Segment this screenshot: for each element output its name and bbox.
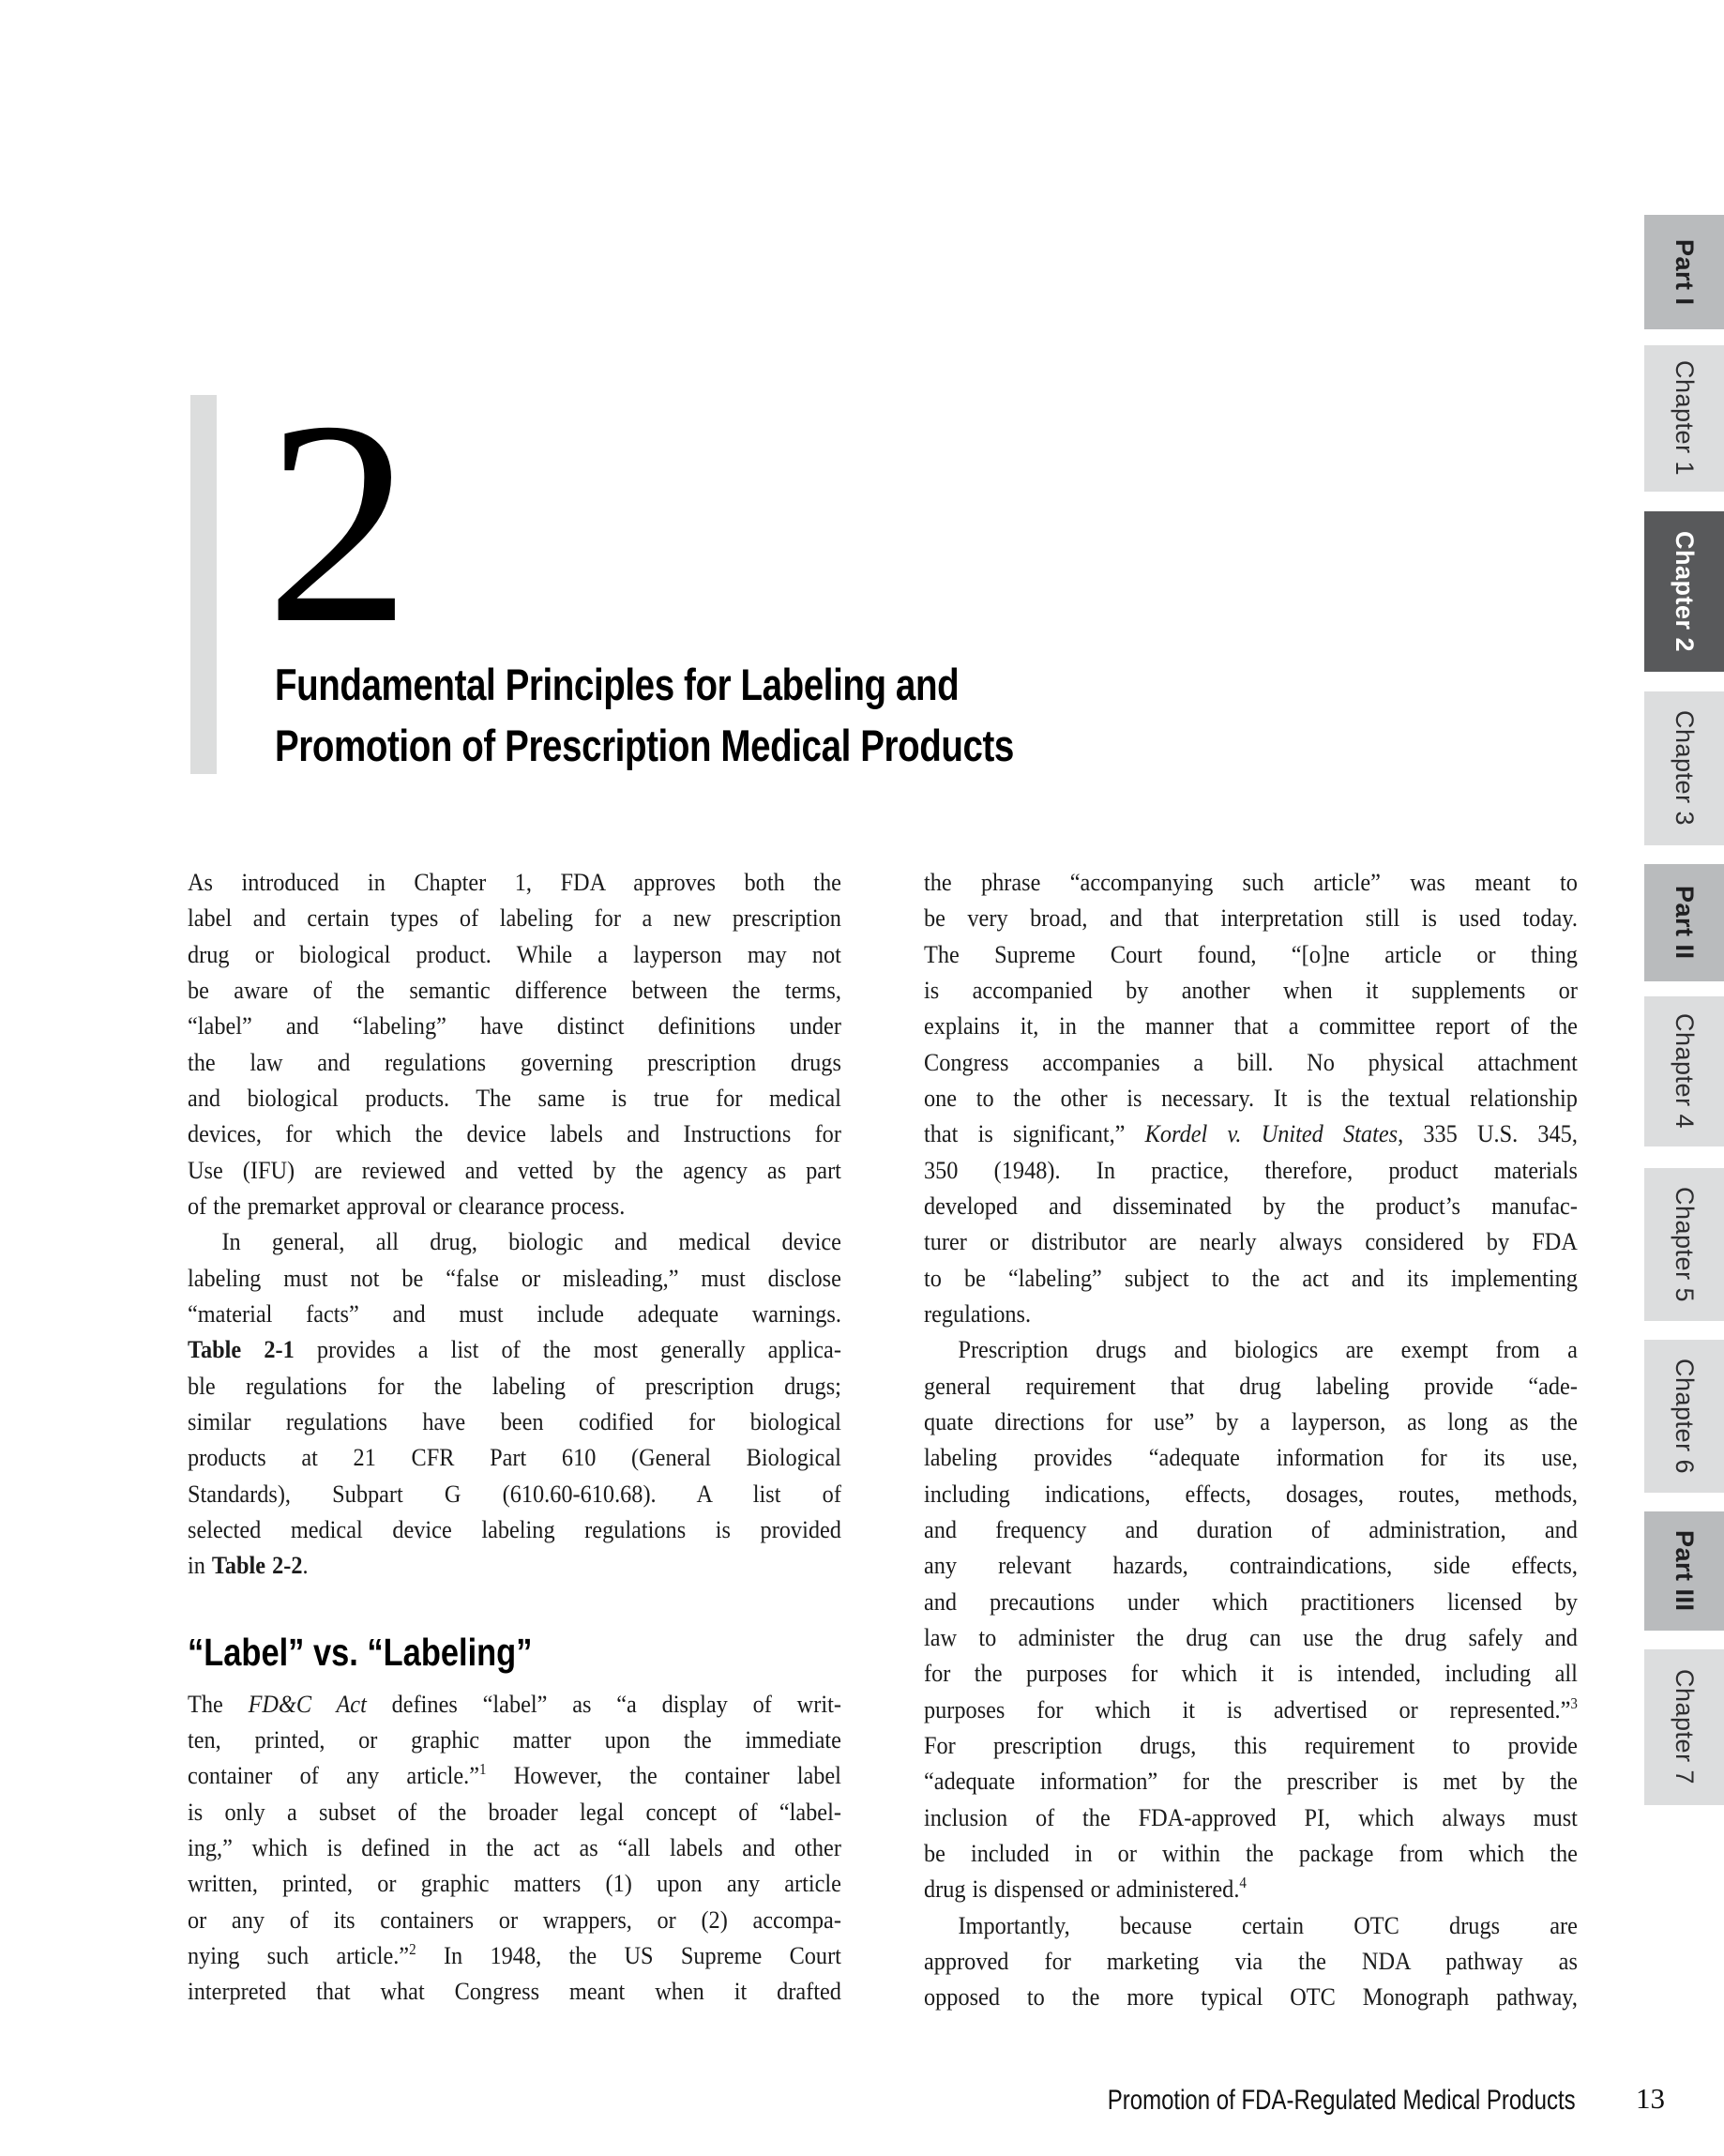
paragraph	[188, 1223, 841, 1583]
text-line: Importantly, because certain OTC drugs are	[924, 1910, 1578, 1939]
sidebar-tab-chapter-5[interactable]	[1644, 1168, 1724, 1321]
text-line: purposes for which it is advertised or represented.”$^3$	[924, 1693, 1578, 1723]
text-line: Standards), Subpart G (610.60-610.68). A list of	[188, 1479, 841, 1508]
sidebar-tab-part-ii[interactable]	[1644, 864, 1724, 981]
text-line: “adequate information” for the prescriber is met by the	[924, 1767, 1578, 1796]
text-line: Congress accompanies a bill. No physical attachment	[924, 1047, 1578, 1076]
body-column-left	[188, 864, 841, 2010]
text-line: ble regulations for the labeling of prescription drugs;	[188, 1371, 841, 1400]
text-line: drug or biological product. While a layperson may not	[188, 939, 841, 968]
sidebar-tab-label: Part III	[1671, 1530, 1699, 1612]
text-line: and precautions under which practitioners licensed by	[924, 1587, 1578, 1616]
text-line: quate directions for use” by a layperson, as long as the	[924, 1406, 1578, 1435]
text-line: turer or distributor are nearly always considered by FDA	[924, 1227, 1578, 1256]
chapter-title-line-1: Fundamental Principles for Labeling and	[275, 660, 960, 709]
chapter-number: 2	[265, 362, 411, 684]
text-line: label and certain types of labeling for a new prescription	[188, 903, 841, 933]
section-heading: “Label” vs. “Labeling”	[188, 1630, 533, 1674]
text-line: for the purposes for which it is intended, including all	[924, 1659, 1578, 1688]
text-line: in Table 2-2.	[188, 1551, 309, 1580]
text-line: be aware of the semantic difference between the terms,	[188, 975, 841, 1004]
text-line: and frequency and duration of administration, and	[924, 1514, 1578, 1543]
text-line: written, printed, or graphic matters (1) upon any article	[188, 1869, 841, 1898]
paragraph	[924, 864, 1578, 1331]
sidebar-tab-label: Chapter 2	[1671, 530, 1699, 653]
sidebar-tab-chapter-6[interactable]	[1644, 1340, 1724, 1493]
text-line: ten, printed, or graphic matter upon the immediate	[188, 1724, 841, 1754]
text-line: products at 21 CFR Part 610 (General Biological	[188, 1443, 841, 1472]
sidebar-tab-label: Chapter 6	[1671, 1358, 1699, 1475]
text-line: For prescription drugs, this requirement to provide	[924, 1730, 1578, 1759]
chapter-accent-bar	[190, 395, 217, 774]
text-line: Table 2-1 provides a list of the most generally applica-	[188, 1335, 841, 1364]
sidebar-tab-label: Chapter 5	[1671, 1186, 1699, 1303]
text-line: the law and regulations governing prescription drugs	[188, 1047, 841, 1076]
paragraph	[924, 1907, 1578, 2015]
text-line: approved for marketing via the NDA pathway as	[924, 1946, 1578, 1975]
text-line: As introduced in Chapter 1, FDA approves both the	[188, 868, 841, 896]
text-line: is accompanied by another when it supplements or	[924, 975, 1578, 1004]
sidebar-tab-label: Chapter 3	[1671, 710, 1699, 827]
sidebar-tab-label: Part II	[1671, 886, 1699, 960]
body-column-right	[924, 864, 1578, 2015]
text-line: and biological products. The same is true for medical	[188, 1083, 841, 1112]
sidebar-tab-chapter-4[interactable]	[1644, 996, 1724, 1146]
paragraph	[924, 1331, 1578, 1906]
sidebar-tab-chapter-3[interactable]	[1644, 691, 1724, 845]
text-line: drug is dispensed or administered.$^4$	[924, 1874, 1247, 1904]
text-line: regulations.	[924, 1298, 1032, 1328]
text-line: labeling provides “adequate information for its use,	[924, 1443, 1578, 1472]
sidebar-tab-label: Chapter 4	[1671, 1013, 1699, 1130]
text-line: of the premarket approval or clearance process.	[188, 1191, 626, 1220]
sidebar-tab-chapter-1[interactable]	[1644, 345, 1724, 492]
text-line: that is significant,” Kordel v. United States, 335 U.S. 345,	[924, 1119, 1578, 1148]
sidebar-tab-label: Part I	[1671, 238, 1699, 306]
sidebar-tab-chapter-7[interactable]	[1644, 1649, 1724, 1805]
text-line: ing,” which is defined in the act as “all labels and other	[188, 1832, 841, 1861]
text-line: In general, all drug, biologic and medical device	[188, 1227, 841, 1256]
paragraph	[188, 1686, 841, 2010]
text-line: Prescription drugs and biologics are exempt from a	[924, 1335, 1578, 1364]
text-line: to be “labeling” subject to the act and its implementing	[924, 1263, 1578, 1292]
text-line: devices, for which the device labels and Instructions for	[188, 1119, 841, 1148]
chapter-title-line-2: Promotion of Prescription Medical Products	[275, 721, 1014, 770]
text-line: explains it, in the manner that a committee report of the	[924, 1011, 1578, 1040]
text-line: be very broad, and that interpretation still is used today.	[924, 903, 1578, 933]
text-line: developed and disseminated by the product’s manufac-	[924, 1191, 1578, 1220]
text-line: Use (IFU) are reviewed and vetted by the agency as part	[188, 1155, 841, 1184]
text-line: the phrase “accompanying such article” was meant to	[924, 868, 1578, 896]
text-line: nying such article.”$^2$ In 1948, the US Supreme Court	[188, 1940, 841, 1969]
text-line: one to the other is necessary. It is the textual relationship	[924, 1083, 1578, 1112]
text-line: labeling must not be “false or misleading,” must disclose	[188, 1263, 841, 1292]
text-line: including indications, effects, dosages, routes, methods,	[924, 1479, 1578, 1508]
text-line: opposed to the more typical OTC Monograph pathway,	[924, 1982, 1578, 2012]
sidebar-tab-part-iii[interactable]	[1644, 1511, 1724, 1631]
text-line: similar regulations have been codified for biological	[188, 1406, 841, 1435]
sidebar-tab-label: Chapter 7	[1671, 1669, 1699, 1785]
footer-page-number: 13	[1636, 2082, 1665, 2115]
footer-book-title: Promotion of FDA-Regulated Medical Products	[1108, 2085, 1576, 2116]
text-line: interpreted that what Congress meant when it drafted	[188, 1977, 841, 2006]
text-line: any relevant hazards, contraindications, side effects,	[924, 1551, 1578, 1580]
sidebar-tab-chapter-2[interactable]	[1644, 511, 1724, 672]
text-line: is only a subset of the broader legal concept of “label-	[188, 1797, 841, 1826]
text-line: The Supreme Court found, “[o]ne article or thing	[924, 939, 1578, 968]
text-line: selected medical device labeling regulations is provided	[188, 1514, 841, 1543]
text-line: or any of its containers or wrappers, or (2) accompa-	[188, 1905, 841, 1934]
sidebar-tab-label: Chapter 1	[1671, 360, 1699, 477]
text-line: inclusion of the FDA-approved PI, which always must	[924, 1802, 1578, 1831]
text-line: container of any article.”$^1$ However, the container label	[188, 1760, 841, 1790]
text-line: “label” and “labeling” have distinct definitions under	[188, 1011, 841, 1040]
text-line: 350 (1948). In practice, therefore, product materials	[924, 1155, 1578, 1184]
text-line: The FD&C Act defines “label” as “a display of writ-	[188, 1689, 841, 1718]
paragraph	[188, 864, 841, 1223]
text-line: law to administer the drug can use the drug safely and	[924, 1622, 1578, 1651]
text-line: “material facts” and must include adequate warnings.	[188, 1298, 841, 1328]
text-line: be included in or within the package from which the	[924, 1838, 1578, 1867]
chapter-title	[275, 654, 1014, 776]
text-line: general requirement that drug labeling provide “ade-	[924, 1371, 1578, 1400]
sidebar-tab-part-i[interactable]	[1644, 215, 1724, 329]
